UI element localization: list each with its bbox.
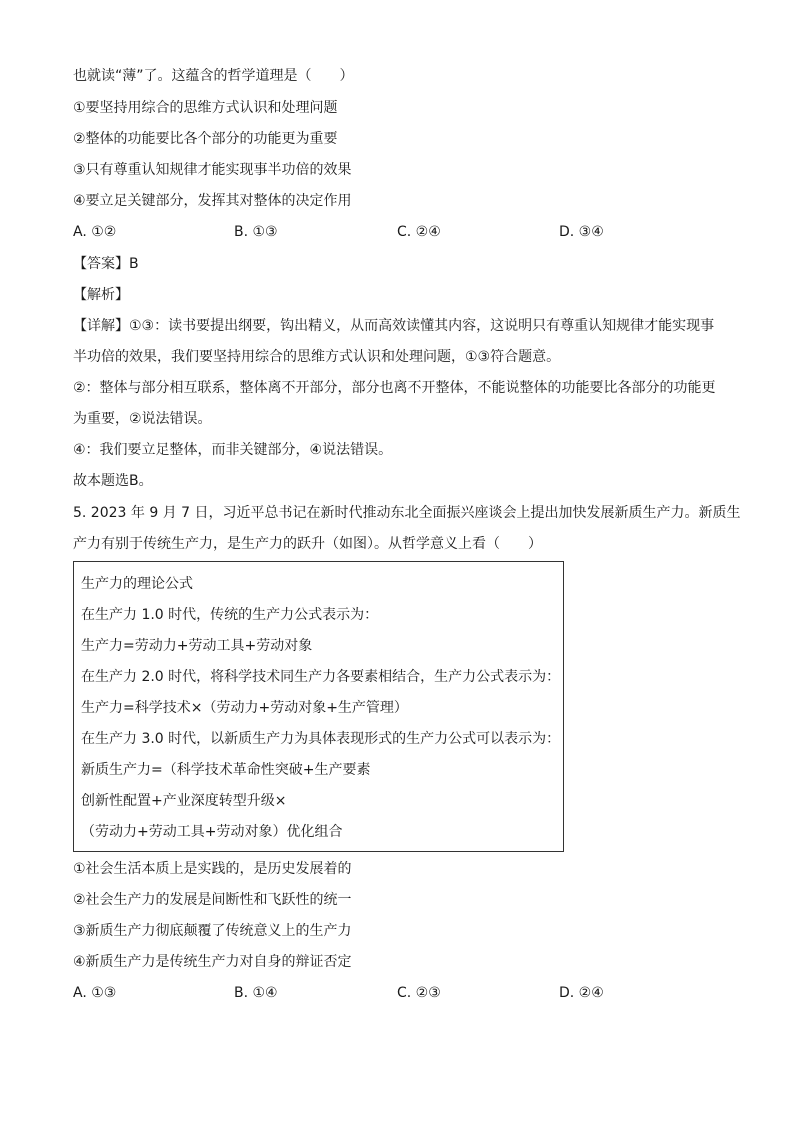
q5-options <box>73 983 733 1003</box>
q4-analysis-label: 【解析】 <box>73 287 129 303</box>
formula-box-line: 在生产力 3.0 时代，以新质生产力为具体表现形式的生产力公式可以表示为： <box>81 731 561 747</box>
q5-option-b: B. ①④ <box>234 985 278 1001</box>
formula-box-line: 创新性配置+产业深度转型升级× <box>81 793 287 809</box>
q4-option-a: A. ①② <box>73 224 117 240</box>
q4-option-c: C. ②④ <box>397 224 441 240</box>
q4-options <box>73 222 733 242</box>
formula-box-line: 在生产力 2.0 时代，将科学技术同生产力各要素相结合，生产力公式表示为： <box>81 669 561 685</box>
q5-option-d: D. ②④ <box>559 985 604 1001</box>
q4-explanation-line: 为重要，②说法错误。 <box>73 411 212 427</box>
q4-explanation-line: ②：整体与部分相互联系，整体离不开部分，部分也离不开整体，不能说整体的功能要比各部分的功能更 <box>73 380 716 396</box>
formula-box-line: 生产力=劳动力+劳动工具+劳动对象 <box>81 638 313 654</box>
q5-option-c: C. ②③ <box>397 985 441 1001</box>
q5-stem-line-1: 5. 2023 年 9 月 7 日，习近平总书记在新时代推动东北全面振兴座谈会上提出加快发展新质生产力。新质生 <box>73 505 741 521</box>
q4-explanation-line: 【详解】①③：读书要提出纲要，钩出精义，从而高效读懂其内容，这说明只有尊重认知规律才能实现事 <box>73 318 715 334</box>
q4-statement-3: ③只有尊重认知规律才能实现事半功倍的效果 <box>73 162 352 178</box>
q4-answer: 【答案】B <box>73 256 139 272</box>
formula-box-line: 新质生产力=（科学技术革命性突破+生产要素 <box>81 762 371 778</box>
formula-box <box>73 561 564 852</box>
q4-statement-2: ②整体的功能要比各个部分的功能更为重要 <box>73 131 338 147</box>
q4-explanation-line: ④：我们要立足整体，而非关键部分，④说法错误。 <box>73 442 393 458</box>
q4-option-b: B. ①③ <box>234 224 278 240</box>
formula-box-line: 在生产力 1.0 时代，传统的生产力公式表示为： <box>81 607 379 623</box>
q5-statement-1: ①社会生活本质上是实践的，是历史发展着的 <box>73 861 352 877</box>
q5-stem-line-2: 产力有别于传统生产力，是生产力的跃升（如图）。从哲学意义上看（ ） <box>73 536 542 552</box>
q4-stem-tail: 也就读“薄”了。这蕴含的哲学道理是（ ） <box>73 68 354 84</box>
formula-box-title: 生产力的理论公式 <box>81 576 193 592</box>
q5-option-a: A. ①③ <box>73 985 117 1001</box>
formula-box-line: （劳动力+劳动工具+劳动对象）优化组合 <box>81 824 343 840</box>
q4-statement-4: ④要立足关键部分，发挥其对整体的决定作用 <box>73 193 352 209</box>
q4-explanation-line: 半功倍的效果，我们要坚持用综合的思维方式认识和处理问题，①③符合题意。 <box>73 349 561 365</box>
q5-statement-4: ④新质生产力是传统生产力对自身的辩证否定 <box>73 954 352 970</box>
q5-statement-2: ②社会生产力的发展是间断性和飞跃性的统一 <box>73 892 352 908</box>
q5-statement-3: ③新质生产力彻底颠覆了传统意义上的生产力 <box>73 923 352 939</box>
q4-conclusion: 故本题选B。 <box>73 473 153 489</box>
q4-statement-1: ①要坚持用综合的思维方式认识和处理问题 <box>73 100 338 116</box>
formula-box-line: 生产力=科学技术×（劳动力+劳动对象+生产管理） <box>81 700 408 716</box>
q4-option-d: D. ③④ <box>559 224 604 240</box>
